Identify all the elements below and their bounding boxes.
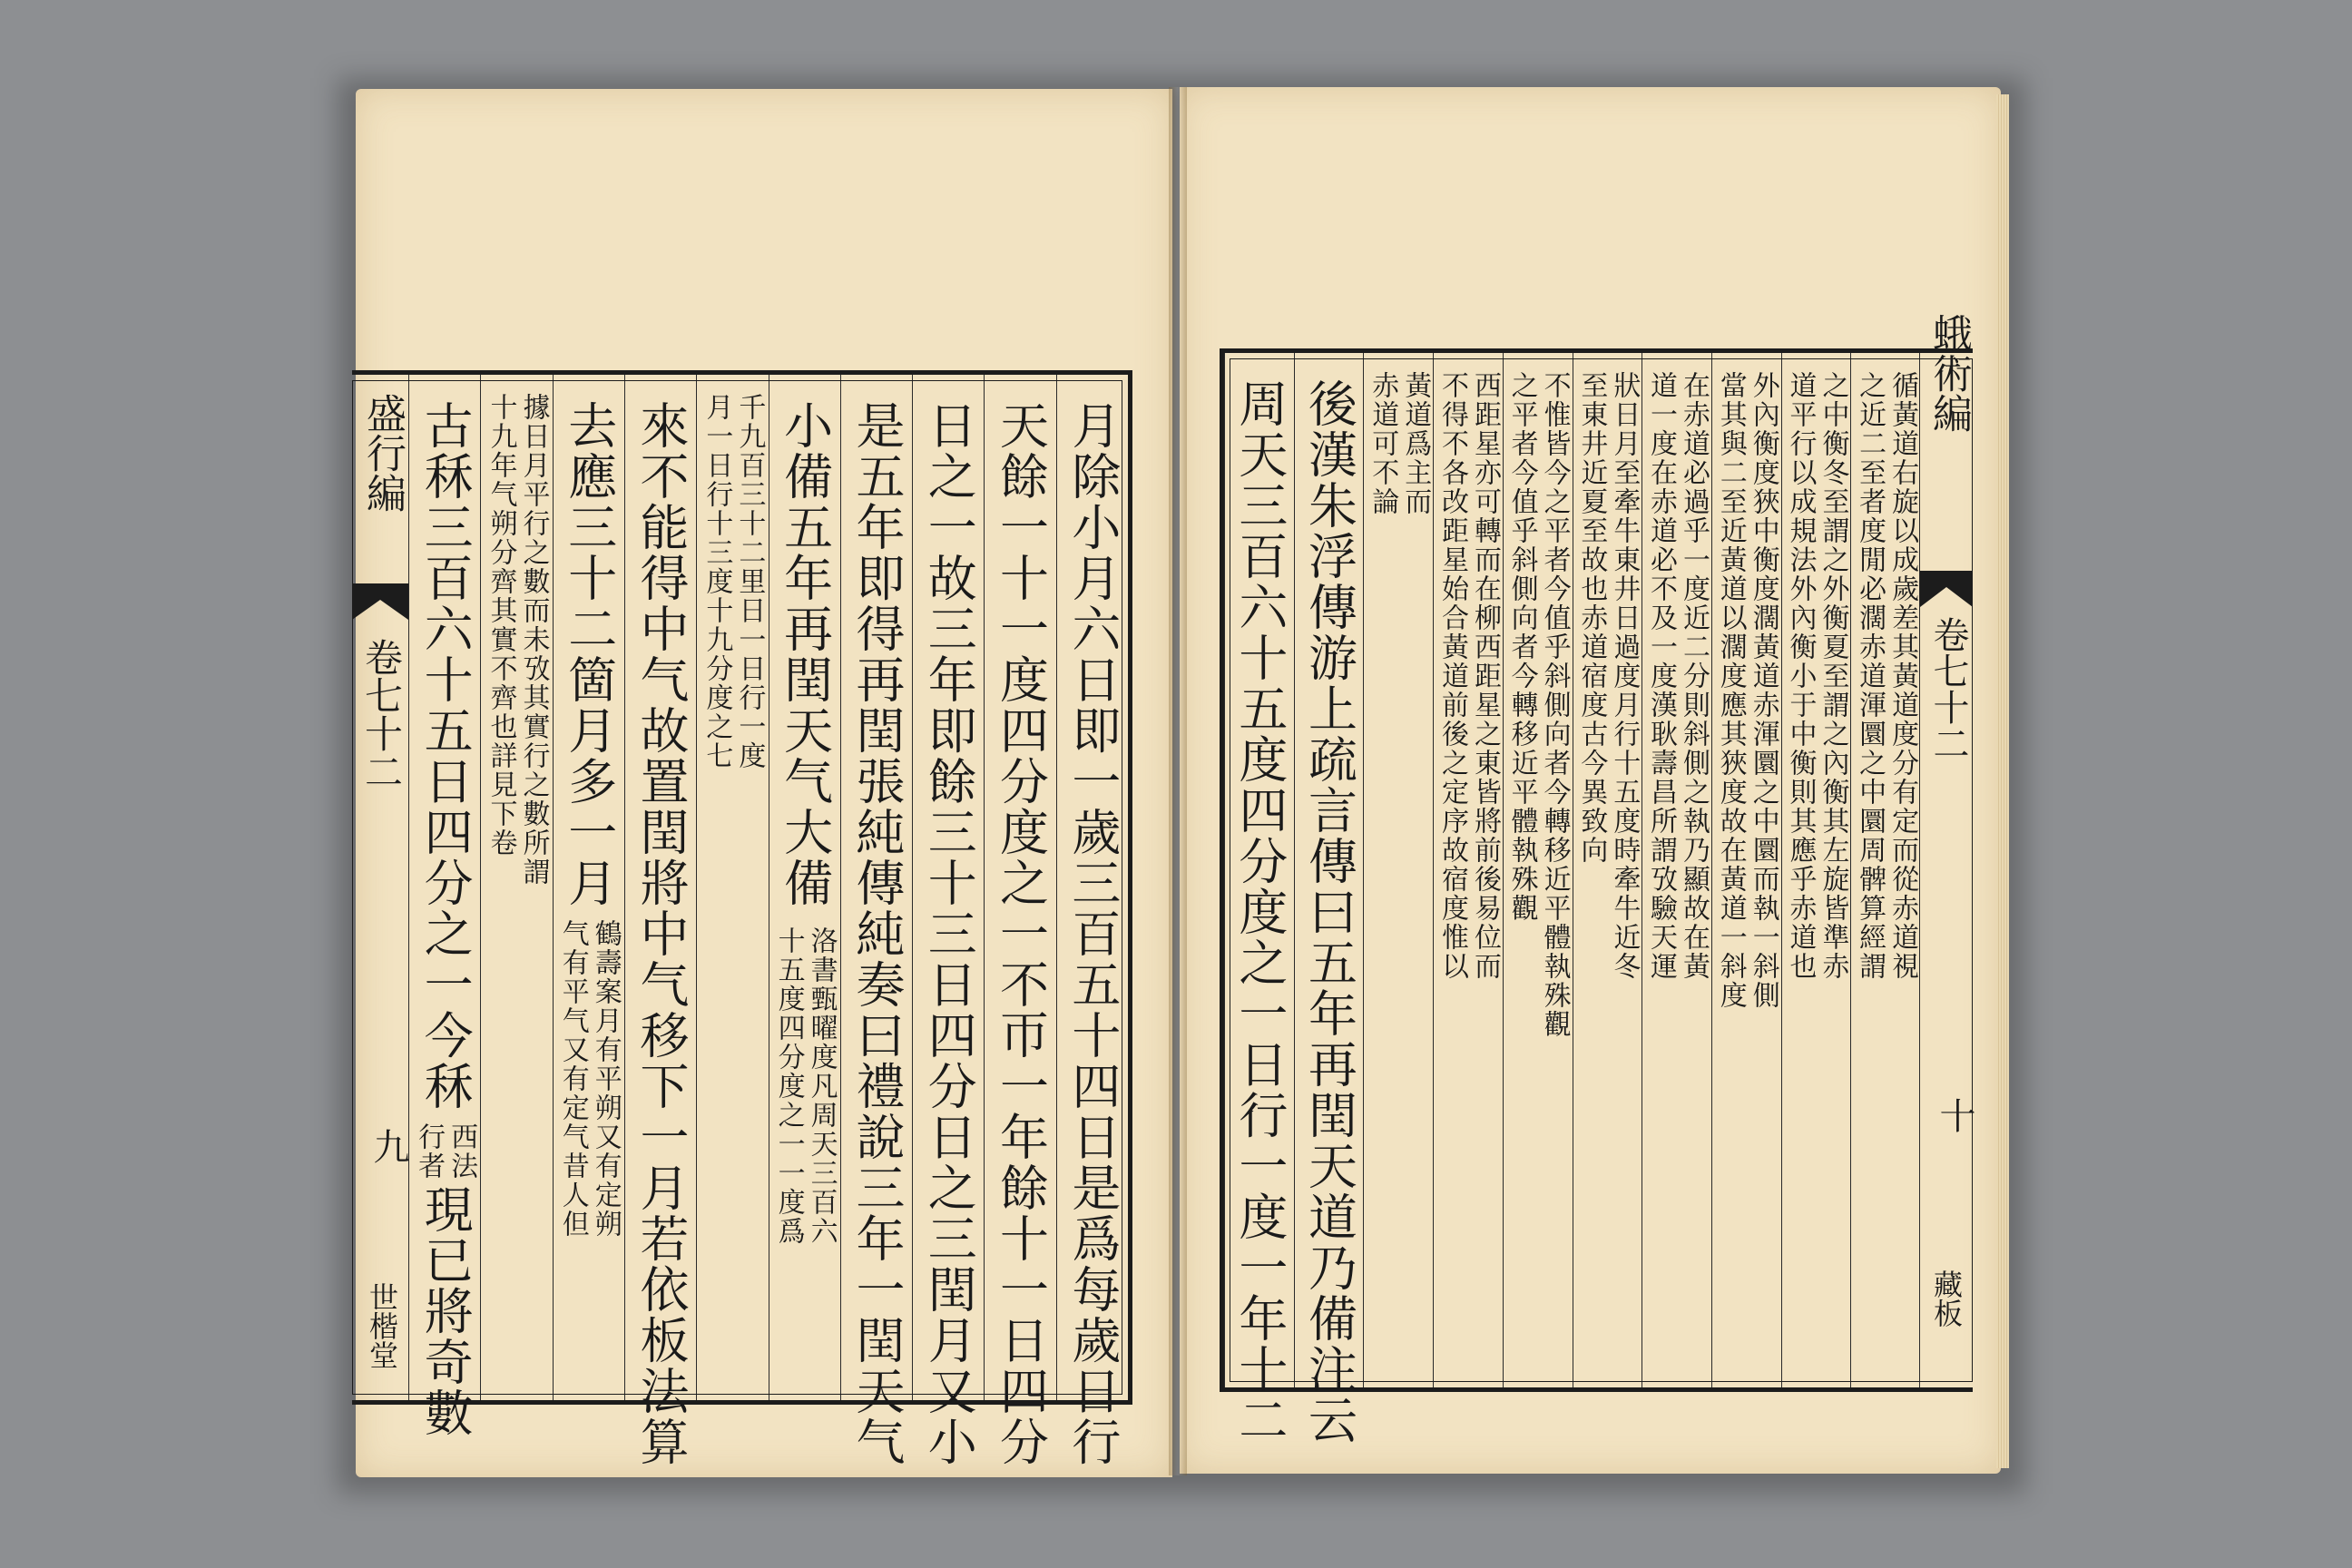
annotation-text: 之平者今值乎斜側向者今轉移近平體執殊觀: [1505, 371, 1538, 923]
text-column: [769, 375, 840, 1400]
right-text-frame: [1220, 313, 1975, 1446]
volume-label: 卷七十二: [359, 638, 404, 790]
page-number: 十: [1934, 1097, 1975, 1133]
text-column: [1056, 375, 1128, 1467]
text-column: [624, 375, 696, 1467]
main-text: 古秝三百六十五日四分之一今秝: [416, 400, 475, 1112]
text-column: [1294, 353, 1364, 1446]
annotation-text: 循黃道右旋以成歲差其黃道度分有定而從赤道視: [1886, 371, 1919, 981]
volume-label: 卷七十二: [1927, 616, 1969, 761]
book-gutter: [1169, 87, 1187, 1475]
annotation-text: 在赤道必過乎一度近二分則斜側之執乃顯故在黃: [1678, 371, 1710, 981]
text-column: [984, 375, 1055, 1467]
publisher-label: 世楷堂: [365, 1282, 399, 1369]
main-text: 是五年即得再閏張純傳純奏曰禮說三年一閏天气: [848, 400, 906, 1467]
main-text: 小備五年再閏天气大備: [776, 400, 834, 908]
annotation-pair: [485, 375, 548, 887]
annotation-text: 十五度四分度之一一度爲: [772, 926, 805, 1246]
right-margin-column: [1919, 313, 1975, 1387]
annotation-pair: [1367, 353, 1430, 516]
page-number: 九: [368, 1128, 409, 1164]
book-title: 蛾術編: [1926, 313, 1972, 433]
text-column: [1711, 353, 1781, 1387]
text-column: [1503, 353, 1573, 1387]
text-column: [1642, 353, 1711, 1387]
main-text: 天餘一十一度四分度之一不帀一年餘十一日四分: [992, 400, 1050, 1467]
annotation-text: 外內衡度狹中衡度濶黃道赤渾圜之中圜而執一斜側: [1747, 371, 1779, 1010]
text-column: [840, 375, 912, 1467]
annotation-text: 之中衡冬至謂之外衡夏至謂之內衡其左旋皆準赤: [1817, 371, 1849, 981]
book-title: 盛行編: [359, 393, 406, 513]
annotation-text: 道平行以成規法外內衡小于中衡則其應乎赤道也: [1784, 371, 1817, 981]
annotation-pair: [1575, 353, 1639, 981]
text-column: [1224, 353, 1294, 1446]
annotation-text: 黃道爲主而: [1399, 371, 1432, 516]
annotation-pair: [1645, 353, 1709, 981]
annotation-text: 月一日行十三度十九分度之七: [701, 393, 733, 770]
left-text-frame: [352, 370, 1132, 1467]
text-column: [480, 375, 552, 1400]
text-column: [1363, 353, 1433, 1387]
annotation-text: 西距星亦可轉而在柳西距星之東皆將前後易位而: [1468, 371, 1501, 981]
annotation-text: 不惟皆今之平者今值乎斜側向者今轉移近平體執殊觀: [1538, 371, 1571, 1039]
main-text: 周天三百六十五度四分度之一日行一度一年十二: [1230, 378, 1289, 1446]
main-text: 來不能得中气故置閏將中气移下一月若依板法算: [632, 400, 691, 1467]
annotation-text: 赤道可不論: [1367, 371, 1399, 516]
annotation-text: 鶴壽案月有平朔又有定朔: [589, 919, 622, 1239]
main-text: 現已將奇數: [416, 1184, 475, 1438]
annotation-text: 據日月平行之數而未攷其實行之數所謂: [517, 393, 550, 887]
main-text: 日之一故三年即餘三十三日四分日之三閏月又小: [920, 400, 978, 1467]
publisher-label: 藏板: [1929, 1269, 1964, 1328]
annotation-text: 至東井近夏至故也赤道宿度古今異致向: [1575, 371, 1608, 865]
annotation-pair: [413, 1104, 476, 1181]
left-margin-column: [352, 375, 408, 1400]
annotation-text: 西法: [446, 1122, 478, 1181]
annotation-pair: [1715, 353, 1779, 1010]
text-column: [696, 375, 768, 1400]
text-column: [408, 375, 480, 1438]
main-text: 月除小月六日即一歲三百五十四日是爲每歲日行: [1063, 400, 1122, 1467]
text-column: [1850, 353, 1920, 1387]
main-text: 去應三十二箇月多一月: [560, 400, 618, 908]
annotation-text: 狀日月至牽牛東井日過度月行十五度時牽牛近冬: [1608, 371, 1641, 981]
annotation-text: 之近二至者度閒必濶赤道渾圜之中圜周髀算經謂: [1854, 371, 1886, 981]
fishtail-mark: [1920, 571, 1973, 607]
text-column: [553, 375, 624, 1400]
annotation-pair: [1506, 353, 1570, 1039]
main-text: 後漢朱浮傳游上疏言傳曰五年再閏天道乃備注云: [1300, 378, 1358, 1446]
annotation-text: 行者: [413, 1122, 446, 1181]
right-columns: [1224, 353, 1920, 1446]
annotation-text: 道一度在赤道必不及一度漢耿壽昌所謂攷驗天運: [1645, 371, 1678, 981]
left-columns: [408, 375, 1128, 1467]
annotation-pair: [1436, 353, 1500, 981]
text-column: [1573, 353, 1642, 1387]
annotation-pair: [557, 901, 621, 1239]
text-column: [1433, 353, 1503, 1387]
annotation-pair: [773, 908, 837, 1246]
annotation-text: 不得不各改距星始合黃道前後之定序故宿度惟以: [1436, 371, 1468, 981]
page-edge: [1996, 94, 2009, 1468]
text-column: [1781, 353, 1851, 1387]
annotation-pair: [1784, 353, 1847, 981]
annotation-text: 當其與二至近黃道以濶度應其狹度故在黃道一斜度: [1714, 371, 1747, 1010]
annotation-pair: [701, 375, 764, 770]
annotation-pair: [1854, 353, 1917, 981]
fishtail-mark: [352, 583, 408, 620]
text-column: [912, 375, 984, 1467]
annotation-text: 气有平气又有定气昔人但: [556, 919, 589, 1239]
annotation-text: 十九年气朔分齊其實不齊也詳見下卷: [485, 393, 517, 858]
annotation-text: 千九百三十二里日一日行一度: [733, 393, 766, 770]
bleed-through-text: [390, 118, 437, 154]
annotation-text: 洛書甄曜度凡周天三百六: [805, 926, 838, 1246]
